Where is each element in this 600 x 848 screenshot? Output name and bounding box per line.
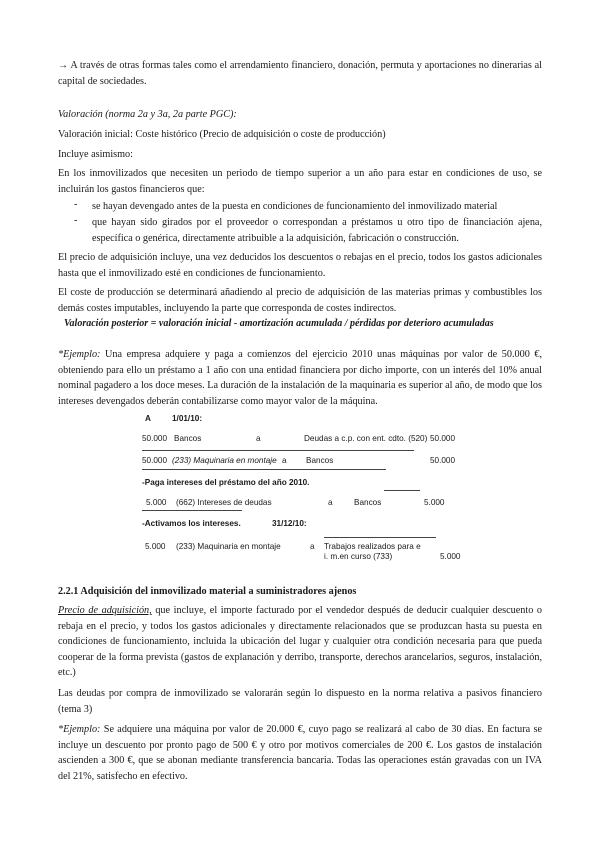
entry4-a: a: [310, 542, 315, 551]
entry-separator: [142, 450, 414, 451]
entry1-a: a: [256, 434, 261, 443]
precio-label: Precio de adquisición,: [58, 605, 152, 616]
entry2-a: a: [282, 456, 287, 465]
ejemplo1-paragraph: [58, 347, 542, 409]
entry-separator: [324, 537, 436, 538]
entry4-debit-account: (233) Maquinaria en montaje: [176, 542, 281, 551]
entry3-debit-account: (662) Intereses de deudas: [176, 498, 272, 507]
entry2-credit: 50.000: [430, 456, 456, 465]
bullet-item: se hayan devengado antes de la puesta en condiciones de funcionamiento del inmovilizado material: [92, 201, 498, 212]
arrow-icon: →: [58, 60, 69, 71]
entry-separator: [142, 510, 242, 511]
entry4-debit: 5.000: [145, 542, 166, 551]
entry3-debit: 5.000: [146, 498, 167, 507]
deudas-paragraph: Las deudas por compra de inmovilizado se valorarán según lo dispuesto en la norma relativa a pasivos financiero (tema 3): [58, 688, 542, 715]
entry1-credit-account: Deudas a c.p. con ent. cdto. (520): [304, 434, 428, 443]
incluye-asimismo: Incluye asimismo:: [58, 149, 133, 160]
entry1-credit: 50.000: [430, 434, 456, 443]
precio-adquisicion-paragraph: El precio de adquisición incluye, una vez deducidos los descuentos o rebajas en el precio, todos los gastos adicionales hasta que el inmovilizado esté en condiciones de funcionamiento.: [58, 252, 542, 279]
bullet-mark: -: [74, 215, 78, 226]
entry3-a: a: [328, 498, 333, 507]
entry2-debit-account: (233) Maquinaria en montaje: [172, 456, 277, 465]
precio-text: que incluye, el importe facturado por el vendedor después de deducir cualquier descuento o rebaja en el precio, y todos los gastos adicionales y directamente relacionados que se produzcan hasta su puesta en condiciones de funcionamiento, incluida la ubicación del lugar y cualquier otra condición necesaria para que pueda cooperar de la forma prevista (gastos de explanación y derribo, transporte, derechos arancelarios, seguros, instalación, etc.): [58, 605, 542, 678]
journal-header-date: 1/01/10:: [172, 414, 203, 423]
ejemplo1-label: *Ejemplo:: [58, 349, 101, 360]
valoracion-inicial: Valoración inicial: Coste histórico (Precio de adquisición o coste de producción): [58, 129, 386, 140]
bullet-mark: -: [74, 199, 78, 210]
entry-separator: [142, 469, 386, 470]
entry4-credit: 5.000: [440, 552, 461, 561]
entry4-credit-account-2: i. m.en curso (733): [324, 552, 393, 561]
activamos-title: -Activamos los intereses.: [142, 519, 241, 528]
ejemplo2-text: Se adquiere una máquina por valor de 20.000 €, cuyo pago se realizará al cabo de 30 días. En factura se incluye un descuento por pronto pago de 500 € y otro por motivos comerciales de 200 €. Los gastos de instalación ascienden a 300 €, que se abonan mediante transferencia bancaria. Todas las operaciones están gravadas con un IVA del 21%, satisfecho en efectivo.: [58, 724, 542, 782]
valoracion-heading: Valoración (norma 2a y 3a, 2a parte PGC):: [58, 109, 237, 120]
ejemplo2-paragraph: [58, 722, 542, 784]
activamos-date: 31/12/10:: [272, 519, 307, 528]
entry-separator: [384, 490, 420, 491]
entry1-debit: 50.000: [142, 434, 168, 443]
entry1-debit-account: Bancos: [174, 434, 202, 443]
valoracion-posterior: Valoración posterior = valoración inicial - amortización acumulada / pérdidas por deterioro acumuladas: [64, 318, 494, 329]
entry4-credit-account-1: Trabajos realizados para e: [324, 542, 421, 551]
section-heading: 2.2.1 Adquisición del inmovilizado material a suministradores ajenos: [58, 586, 357, 597]
entry2-debit: 50.000: [142, 456, 168, 465]
journal-header-a: A: [145, 414, 151, 423]
ejemplo1-text: Una empresa adquiere y paga a comienzos del ejercicio 2010 unas máquinas por valor de 50.000 €, obteniendo para ello un préstamo a 1 año con una entidad financiera por dicho importe, con un interés del 10% anual nominal pagadero a los doce meses. La duración de la instalación de la maquinaria es superior al año, de modo que los intereses devengados deberán contabilizarse como mayor valor de la máquina.: [58, 349, 543, 407]
inmovilizados-paragraph: En los inmovilizados que necesiten un periodo de tiempo superior a un año para estar en condiciones de uso, se incluirán los gastos financieros que:: [58, 168, 542, 195]
coste-produccion-paragraph: El coste de producción se determinará añadiendo al precio de adquisición de las materias primas y combustibles los demás costes imputables, incluyendo la parte que corresponda de costes indirectos.: [58, 287, 542, 314]
ejemplo2-label: *Ejemplo:: [58, 724, 101, 735]
bullet-item: que hayan sido girados por el proveedor o correspondan a préstamos u otro tipo de financiación ajena, específica o genérica, directamente atribuible a la adquisición, fabricación o construcción.: [92, 217, 542, 244]
entry3-credit-account: Bancos: [354, 498, 382, 507]
intro-text: A través de otras formas tales como el arrendamiento financiero, donación, permuta y aportaciones no dinerarias al capital de sociedades.: [58, 60, 542, 87]
entry3-credit: 5.000: [424, 498, 445, 507]
pago-intereses-title: -Paga intereses del préstamo del año 2010.: [142, 478, 310, 487]
entry2-credit-account: Bancos: [306, 456, 334, 465]
intro-paragraph: [58, 58, 542, 89]
precio-adquisicion-section: [58, 603, 542, 681]
